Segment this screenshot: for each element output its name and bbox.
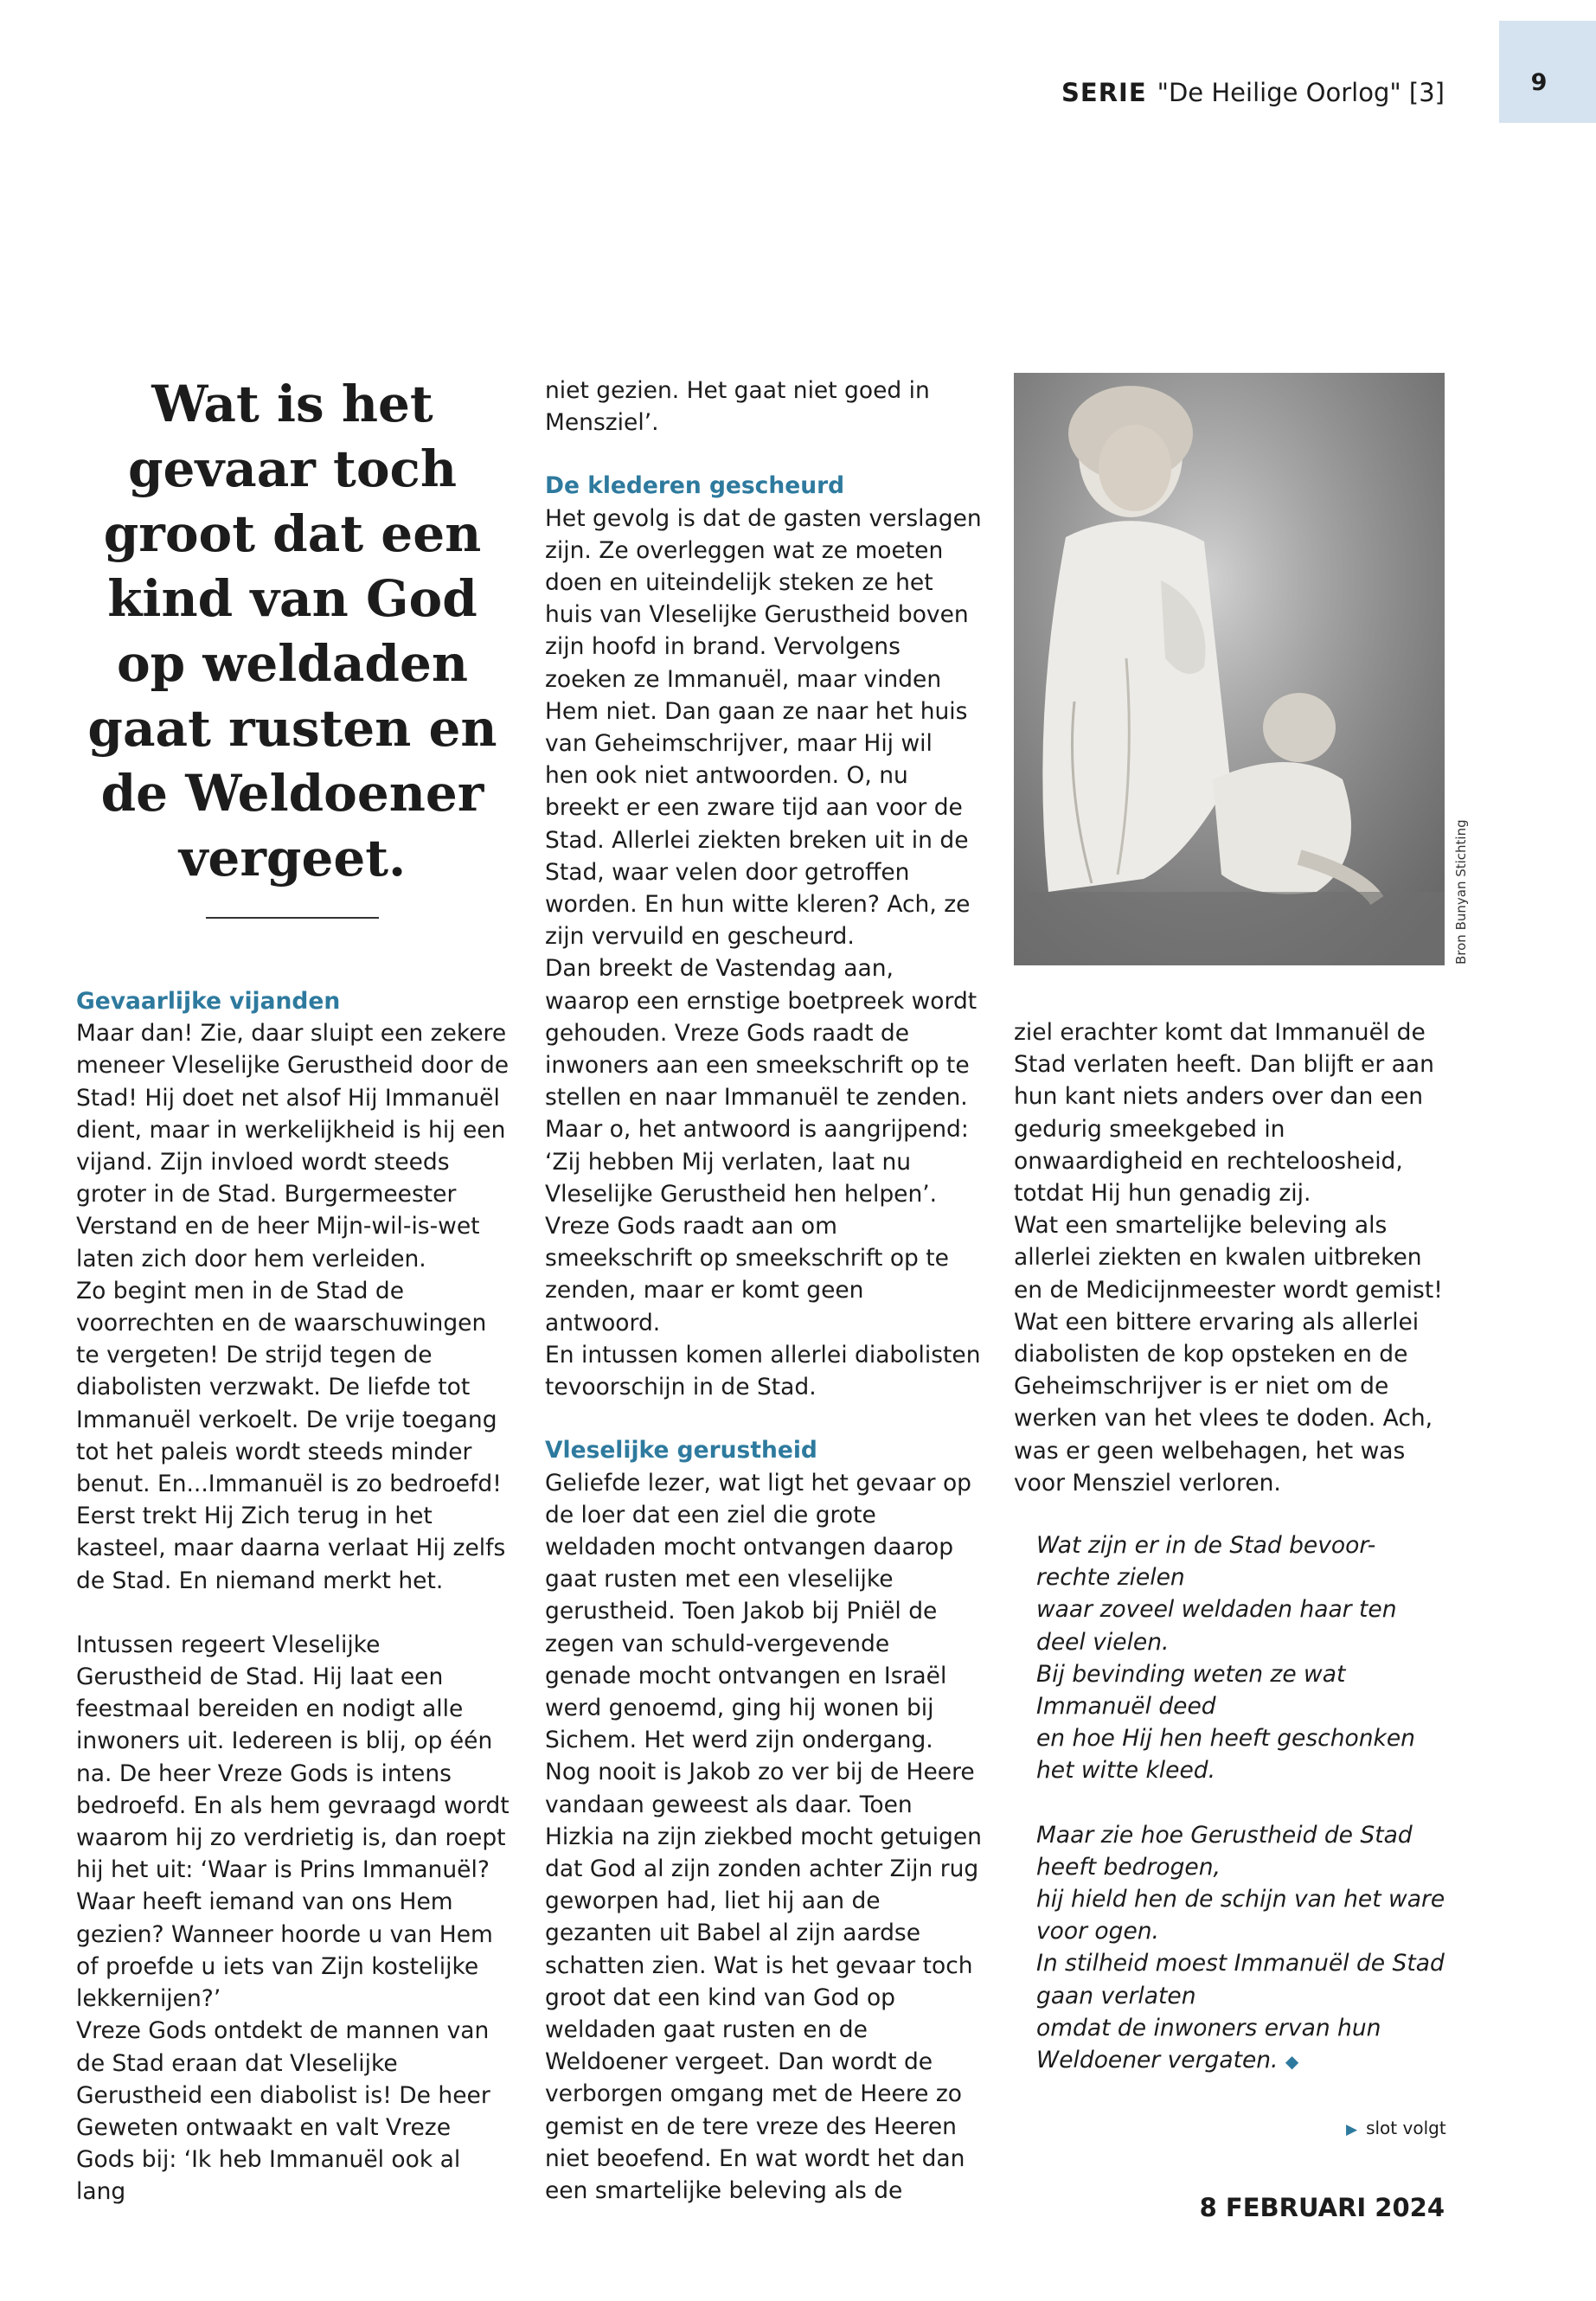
poem-line: omdat de inwoners ervan hun bbox=[1036, 2014, 1381, 2041]
poem-line: Bij bevinding weten ze wat bbox=[1036, 1660, 1346, 1688]
page-number: 9 bbox=[1530, 69, 1548, 96]
poem-line: voor ogen. bbox=[1036, 1918, 1159, 1945]
paragraph: Intussen regeert Vleselijke Gerustheid de Stad. Hij laat een feestmaal bereiden en nodigt alle inwoners uit. Iedereen is blij, op één na. De heer Vreze Gods is intens bedroefd. En als hem gevraagd wordt waarom hij zo verdrietig is, dan roept hij het uit: ‘Waar is Prins Immanuël? Waar heeft iemand van ons Hem gezien? Wanneer hoorde u van Hem of proefde u iets van Zijn kostelijke lekkernijen?’ bbox=[76, 1631, 510, 2013]
paragraph: Vreze Gods raadt aan om smeekschrift op smeekschrift op te zenden, maar er komt geen antwoord. bbox=[545, 1213, 949, 1336]
illustration-drawing bbox=[1014, 373, 1445, 965]
column-1 bbox=[76, 985, 513, 2208]
serie-label: SERIE bbox=[1061, 78, 1147, 107]
running-header bbox=[1061, 78, 1445, 107]
paragraph: Maar dan! Zie, daar sluipt een zekere meneer Vleselijke Gerustheid door de Stad! Hij doet net alsof Hij Immanuël dient, maar in werkelijkheid is hij een vijand. Zijn invloed wordt steeds groter in de Stad. Burgermeester Verstand en de heer Mijn-wil-is-wet laten zich door hem verleiden. bbox=[76, 1020, 510, 1272]
poem-line: Immanuël deed bbox=[1036, 1693, 1216, 1721]
paragraph: Geliefde lezer, wat ligt het gevaar op de loer dat een ziel die grote weldaden mocht ontvangen daarop gaat rusten met een vleselijke gerustheid. Toen Jakob bij Pniël de zegen van schuld-vergevende genade mocht ontvangen en Israël werd genoemd, ging hij wonen bij Sichem. Het werd zijn ondergang. Nog nooit is Jakob zo ver bij de Heere vandaan geweest als daar. Toen Hizkia na zijn ziekbed mocht getuigen dat God al zijn zonden achter Zijn rug geworpen had, liet hij aan de gezanten uit Babel al zijn aardse schatten zien. Wat is het gevaar toch groot dat een kind van God op weldaden gaat rusten en de Weldoener vergeet. Dan wordt de verborgen omgang met de Heere zo gemist en de tere vreze des Heeren niet beoefend. En wat wordt het dan een smartelijke beleving als de bbox=[545, 1469, 982, 2204]
paragraph: Zo begint men in de Stad de voorrechten en de waarschuwingen te vergeten! De strijd tegen de diabolisten verzwakt. De liefde tot Immanuël verkoelt. De vrije toegang tot het paleis wordt steeds minder benut. En...Immanuël is zo bedroefd! Eerst trekt Hij Zich terug in het kasteel, maar daarna verlaat Hij zelfs de Stad. En niemand merkt het. bbox=[76, 1277, 506, 1594]
column-2 bbox=[545, 375, 982, 2207]
poem-line: gaan verlaten bbox=[1036, 1982, 1196, 2009]
continued-note bbox=[1346, 2118, 1446, 2138]
poem-line: deel vielen. bbox=[1036, 1628, 1170, 1656]
poem-line-text: Weldoener vergaten. bbox=[1036, 2047, 1279, 2074]
subheading-gevaarlijke-vijanden: Gevaarlijke vijanden bbox=[76, 988, 341, 1015]
end-diamond-icon: ◆ bbox=[1285, 2051, 1299, 2073]
poem-line: en hoe Hij hen heeft geschonken bbox=[1036, 1725, 1415, 1753]
paragraph: Vreze Gods ontdekt de mannen van de Stad eraan dat Vleselijke Gerustheid een diabolist is! De heer Geweten ontwaakt en valt Vreze Gods bij: ‘Ik heb Immanuël ook al lang bbox=[76, 2017, 490, 2206]
column-3 bbox=[1014, 1016, 1451, 1499]
paragraph: Dan breekt de Vastendag aan, waarop een ernstige boetpreek wordt gehouden. Vreze Gods raadt de inwoners aan een smeekschrift op te stellen en naar Immanuël te zenden. Maar o, het antwoord is aangrijpend: ‘Zij hebben Mij verlaten, laat nu Vleselijke Gerustheid hen helpen’. bbox=[545, 955, 977, 1208]
paragraph: Het gevolg is dat de gasten verslagen zijn. Ze overleggen wat ze moeten doen en uiteindelijk steken ze het huis van Vleselijke Gerustheid boven zijn hoofd in brand. Vervolgens zoeken ze Immanuël, maar vinden Hem niet. Dan gaan ze naar het huis van Geheimschrijver, maar Hij wil hen ook niet antwoorden. O, nu breekt er een zware tijd aan voor de Stad. Allerlei ziekten breken uit in de Stad, waar velen door getroffen worden. En hun witte kleren? Ach, ze zijn vervuild en gescheurd. bbox=[545, 504, 982, 951]
poem-line: het witte kleed. bbox=[1036, 1757, 1216, 1785]
series-title: "De Heilige Oorlog" [3] bbox=[1157, 78, 1445, 107]
paragraph: Wat een smartelijke beleving als allerlei ziekten en kwalen uitbreken en de Medicijnmeester wordt gemist! Wat een bittere ervaring als allerlei diabolisten de kop opsteken en de Geheimschrijver is er niet om de werken van het vlees te doden. Ach, was er geen welbehagen, het was voor Mensziel verloren. bbox=[1014, 1212, 1443, 1497]
pull-quote: Wat is het gevaar toch groot dat een kind van God op weldaden gaat rusten en de Weldoener vergeet. bbox=[87, 375, 497, 888]
poem-line: Maar zie hoe Gerustheid de Stad bbox=[1036, 1821, 1413, 1849]
subheading-klederen-gescheurd: De klederen gescheurd bbox=[545, 472, 845, 500]
paragraph: En intussen komen allerlei diabolisten tevoorschijn in de Stad. bbox=[545, 1341, 981, 1401]
poem-line: rechte zielen bbox=[1036, 1564, 1185, 1592]
subheading-vleselijke-gerustheid: Vleselijke gerustheid bbox=[545, 1437, 817, 1465]
triangle-right-icon: ▶ bbox=[1346, 2121, 1358, 2138]
continued-text: slot volgt bbox=[1366, 2118, 1446, 2138]
pull-quote-divider bbox=[206, 917, 379, 919]
poem-line: heeft bedrogen, bbox=[1036, 1853, 1221, 1881]
poem-line-last bbox=[1036, 2044, 1452, 2078]
poem-line: Wat zijn er in de Stad bevoor- bbox=[1036, 1532, 1376, 1559]
poem-line: waar zoveel weldaden haar ten bbox=[1036, 1596, 1397, 1624]
poem-line: In stilheid moest Immanuël de Stad bbox=[1036, 1950, 1445, 1977]
photo-credit: Bron Bunyan Stichting bbox=[1453, 819, 1469, 965]
poem-line: hij hield hen de schijn van het ware bbox=[1036, 1886, 1445, 1913]
issue-date: 8 FEBRUARI 2024 bbox=[1199, 2193, 1445, 2222]
paragraph: niet gezien. Het gaat niet goed in Mensziel’. bbox=[545, 377, 930, 437]
poem bbox=[1036, 1529, 1452, 2078]
paragraph: ziel erachter komt dat Immanuël de Stad verlaten heeft. Dan blijft er aan hun kant niets anders over dan een gedurig smeekgebed in onwaardigheid en rechteloosheid, totdat Hij hun genadig zij. bbox=[1014, 1019, 1434, 1208]
illustration-photo bbox=[1014, 373, 1445, 965]
